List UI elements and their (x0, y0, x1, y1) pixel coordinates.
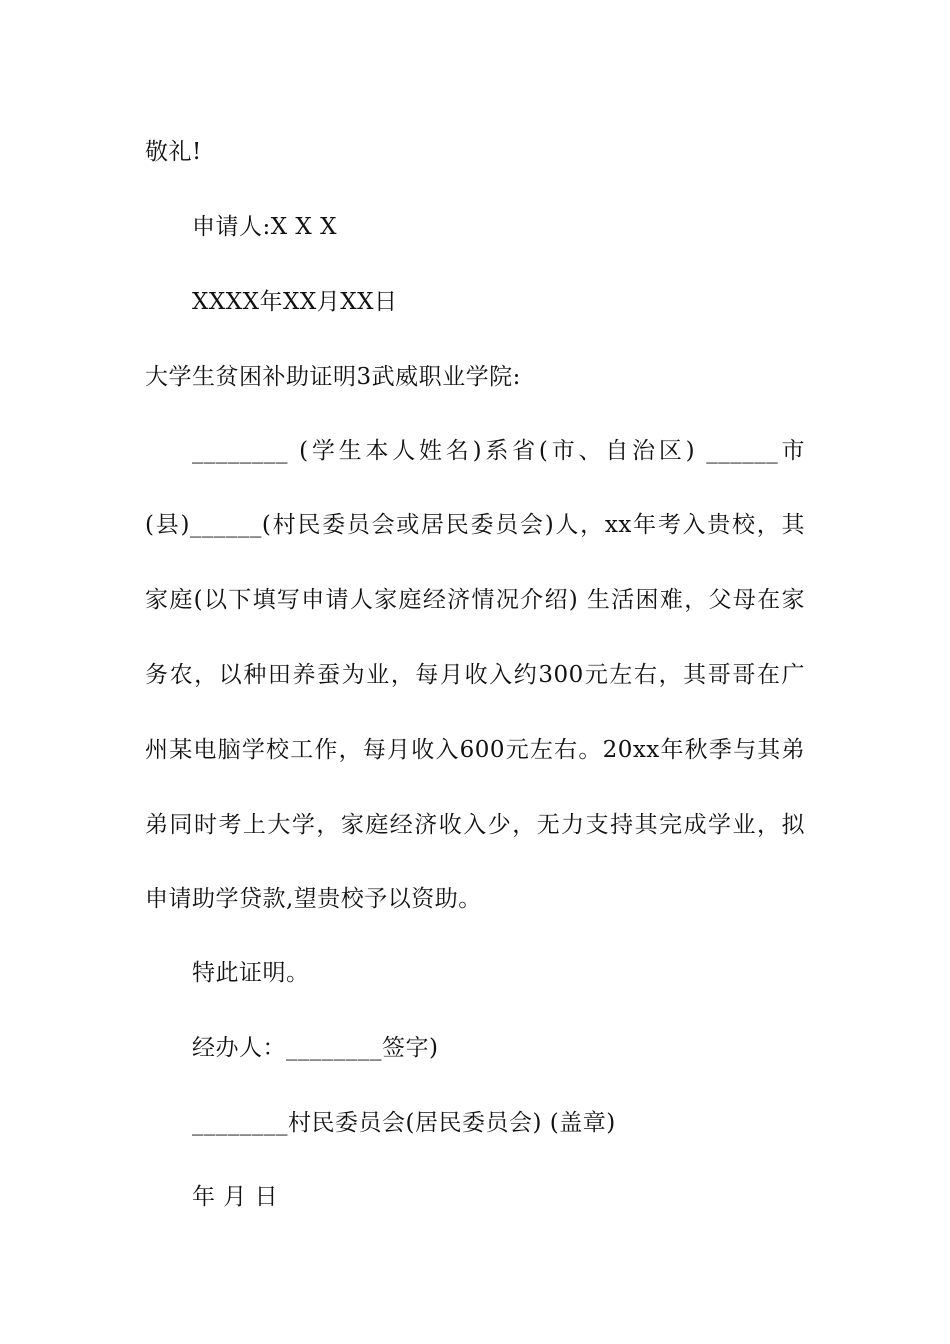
body-line-4: 务农，以种田养蚕为业，每月收入约300元左右，其哥哥在广 (145, 662, 805, 688)
body-line-6: 弟同时考上大学，家庭经济收入少，无力支持其完成学业，拟 (145, 812, 805, 838)
certificate-heading: 大学生贫困补助证明3武威职业学院: (145, 364, 521, 390)
handler-signature-line: 经办人：________签字) (192, 1035, 439, 1061)
body-line-1: ________ (学生本人姓名)系省(市、自治区) ______市 (192, 438, 805, 464)
certify-statement: 特此证明。 (192, 960, 310, 986)
blank-date-line: 年 月 日 (192, 1184, 279, 1210)
date-line: XXXX年XX月XX日 (192, 289, 398, 315)
body-line-3: 家庭(以下填写申请人家庭经济情况介绍) 生活困难，父母在家 (145, 587, 805, 613)
applicant-line: 申请人:X X X (192, 214, 337, 240)
closing-salutation: 敬礼! (145, 139, 202, 165)
committee-seal-line: ________村民委员会(居民委员会) (盖章) (192, 1110, 616, 1136)
body-line-2: (县)______(村民委员会或居民委员会)人，xx年考入贵校，其 (145, 512, 805, 538)
body-line-7: 申请助学贷款,望贵校予以资助。 (145, 886, 482, 912)
body-line-5: 州某电脑学校工作，每月收入600元左右。20xx年秋季与其弟 (145, 737, 805, 763)
